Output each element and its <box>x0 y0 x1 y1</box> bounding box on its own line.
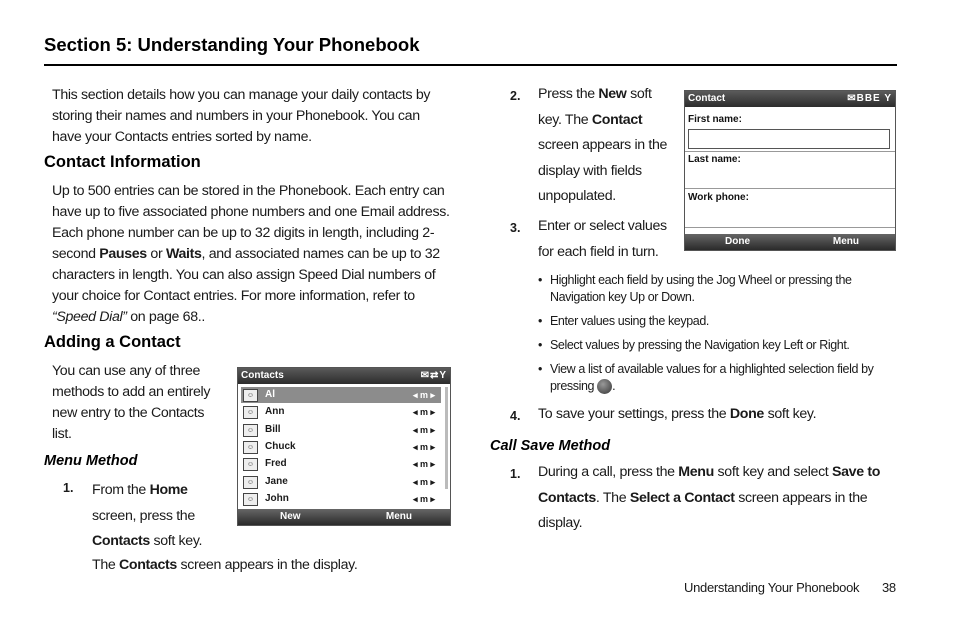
contact-row[interactable] <box>241 456 441 472</box>
first-name-label: First name: <box>688 114 742 125</box>
bullet-text: Select values by pressing the Navigation key Left or Right. <box>550 338 850 352</box>
step-number: 2. <box>510 89 521 103</box>
contact-information-paragraph <box>52 181 452 328</box>
list-item <box>538 313 888 330</box>
cs1-text-e: display. <box>538 515 583 531</box>
step3-text-b: for each field in turn. <box>538 243 659 260</box>
call-save-method-heading: Call Save Method <box>490 438 611 454</box>
number-type-selector[interactable]: ◂ m ▸ <box>412 441 435 452</box>
bullet-text <box>550 361 888 395</box>
contact-name: Bill <box>265 423 281 435</box>
contact-row[interactable] <box>241 439 441 455</box>
adding-intro: You can use any of three methods to add an entirely new entry to the Contacts list. <box>52 363 211 442</box>
contact-screen-titlebar <box>685 91 895 107</box>
title-rule <box>44 64 897 66</box>
scrollbar <box>445 387 448 489</box>
contact-name: Ann <box>265 406 285 418</box>
contact-name: Al <box>265 389 275 400</box>
step4-text-a: To save your settings, press the <box>538 406 730 422</box>
contact-name: Jane <box>265 475 288 487</box>
save-to-term: Save to <box>832 464 881 480</box>
contact-name: Chuck <box>265 440 296 452</box>
intro-paragraph: This section details how you can manage your daily contacts by storing their names and numbers in your Phonebook. You can have your Contacts entries sorted by name. <box>52 87 431 145</box>
bullet-text-4-end: . <box>612 379 616 393</box>
step4-text <box>538 404 816 425</box>
contact-screen-title: Contact <box>688 93 726 104</box>
step1-text <box>92 478 242 555</box>
speed-dial-reference[interactable]: “Speed Dial” <box>52 309 127 325</box>
contact-card-icon: ☺ <box>243 458 258 471</box>
bullet-list <box>538 272 888 395</box>
contact-card-icon: ☺ <box>243 441 258 454</box>
step1-text-the: The <box>92 557 119 573</box>
contact-term: Contact <box>591 111 643 128</box>
page-number: 38 <box>882 580 896 595</box>
status-icons: ✉BBE Y <box>847 93 892 104</box>
list-item <box>538 337 888 354</box>
new-softkey[interactable]: New <box>280 511 301 522</box>
step3-text-a: Enter or select values <box>538 218 667 234</box>
cs1-text-d: screen appears in the <box>734 489 868 506</box>
contacts-term: Contacts <box>92 533 150 549</box>
contact-card-icon: ☺ <box>243 406 258 419</box>
contacts-term-3: Contacts <box>538 489 596 506</box>
step3-text <box>538 214 688 265</box>
bullet-dot: • <box>538 338 542 352</box>
contact-row[interactable] <box>241 474 441 490</box>
bullet-text: Highlight each field by using the Jog Wheel or pressing the Navigation key Up or Down. <box>550 273 852 304</box>
step-number: 3. <box>510 221 521 235</box>
number-type-selector[interactable]: ◂ m ▸ <box>412 459 435 470</box>
menu-term: Menu <box>678 464 714 480</box>
ci-text-or: or <box>146 246 166 262</box>
step-number: 1. <box>63 481 74 495</box>
footer-section-label: Understanding Your Phonebook <box>684 580 860 595</box>
step1-text-b: screen, press the <box>92 507 195 524</box>
contacts-screen-title: Contacts <box>241 370 284 381</box>
contact-card-icon: ☺ <box>243 389 258 402</box>
contacts-screen-image <box>237 367 451 526</box>
step2-text-c: key. The <box>538 111 592 128</box>
contacts-screen-titlebar <box>238 368 450 384</box>
contact-row[interactable] <box>241 422 441 438</box>
select-a-contact-term: Select a Contact <box>629 489 735 506</box>
step1-result <box>92 555 357 575</box>
status-icons: ✉⇄Y <box>420 370 447 381</box>
jog-wheel-icon <box>597 379 612 394</box>
step-number: 1. <box>510 467 521 481</box>
field-divider <box>685 188 895 189</box>
contact-card-icon: ☺ <box>243 424 258 437</box>
field-divider <box>685 227 895 228</box>
contact-row[interactable] <box>241 387 441 403</box>
step1-text-d: screen appears in the display. <box>176 557 358 573</box>
list-item <box>538 361 888 395</box>
number-type-selector[interactable]: ◂ m ▸ <box>412 407 435 418</box>
contact-softkeys <box>685 234 895 250</box>
step2-text-b: soft <box>626 86 652 102</box>
contact-row[interactable] <box>241 491 441 507</box>
pauses-term: Pauses <box>99 246 147 262</box>
step2-text-e: display with fields <box>538 162 642 179</box>
last-name-label: Last name: <box>688 154 741 165</box>
cs1-text-a: During a call, press the <box>538 464 679 480</box>
page-title: Section 5: Understanding Your Phonebook <box>44 34 420 55</box>
contact-row[interactable] <box>241 404 441 420</box>
step-number: 4. <box>510 409 521 423</box>
waits-term: Waits <box>165 246 202 262</box>
list-item <box>538 272 888 306</box>
adding-contact-heading: Adding a Contact <box>44 333 181 351</box>
bullet-text: Enter values using the keypad. <box>550 314 709 328</box>
contact-card-icon: ☺ <box>243 493 258 506</box>
number-type-selector[interactable]: ◂ m ▸ <box>412 476 435 487</box>
menu-method-heading: Menu Method <box>44 453 138 469</box>
contacts-softkeys <box>238 509 450 525</box>
number-type-selector[interactable]: ◂ m ▸ <box>412 424 435 435</box>
bullet-dot: • <box>538 314 542 328</box>
ci-text-1: Up to 500 entries can be stored in the Phonebook. Each entry can have up to five associated phone numbers and one Email address. Each phone number can be up to 32 digits in length, including 2-second <box>52 183 450 262</box>
number-type-selector[interactable]: ◂ m ▸ <box>412 390 435 400</box>
bullet-dot: • <box>538 273 542 287</box>
cs1-text-b: soft key and select <box>713 464 832 480</box>
step2-text-f: unpopulated. <box>538 188 616 204</box>
menu-softkey[interactable]: Menu <box>832 236 859 247</box>
first-name-field[interactable] <box>688 129 890 149</box>
contact-screen-image <box>684 90 896 251</box>
step1-text-c: soft key. <box>149 533 203 549</box>
new-term: New <box>598 86 627 102</box>
step4-text-b: soft key. <box>763 406 817 422</box>
bullet-dot: • <box>538 362 542 376</box>
home-term: Home <box>149 482 188 498</box>
contact-information-heading: Contact Information <box>44 153 201 171</box>
field-divider <box>685 151 895 152</box>
step2-text-d: screen appears in the <box>538 137 668 153</box>
ci-text-2: , and associated names can be up to 32 characters in length. You can also assign Speed Dial numbers of your choice for Contact entries. For more information, refer to <box>52 246 440 304</box>
step2-text-a: Press the <box>538 86 599 102</box>
number-type-selector[interactable]: ◂ m ▸ <box>412 493 435 504</box>
done-softkey[interactable]: Done <box>725 236 750 247</box>
step2-text <box>538 82 688 210</box>
step1-text-a: From the <box>92 482 150 498</box>
call-save-step1-text <box>538 460 898 537</box>
menu-softkey[interactable]: Menu <box>385 511 412 522</box>
done-term: Done <box>729 406 764 422</box>
cs1-text-c: . The <box>595 489 630 506</box>
contact-card-icon: ☺ <box>243 476 258 489</box>
bullet-text-4: View a list of available values for a highlighted selection field by pressing <box>550 362 874 393</box>
contacts-term-2: Contacts <box>119 557 177 573</box>
contact-name: Fred <box>265 458 287 470</box>
contact-name: John <box>265 492 289 504</box>
work-phone-label: Work phone: <box>688 192 749 203</box>
ci-text-3: on page 68.. <box>126 309 205 325</box>
